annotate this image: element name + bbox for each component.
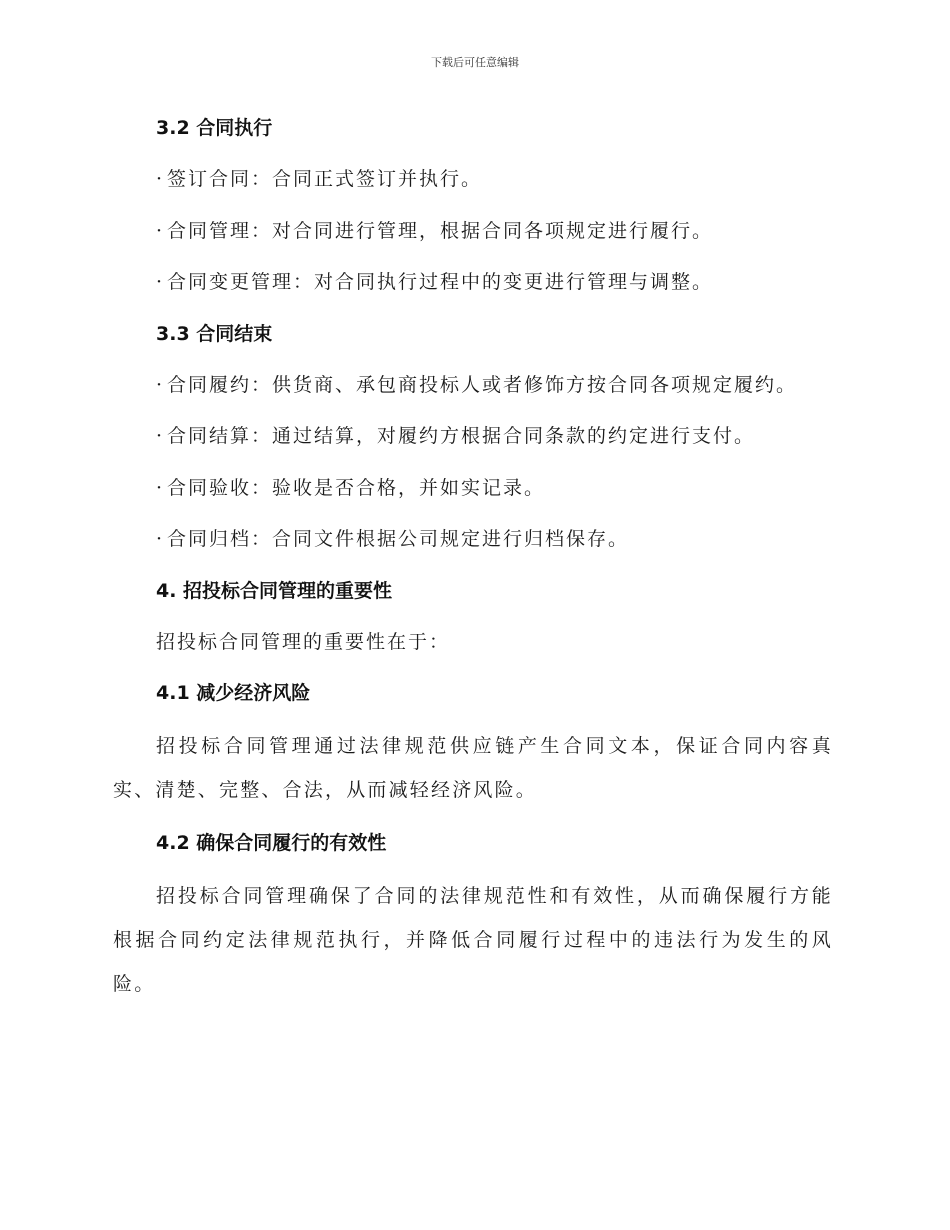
bullet-dot: ·: [156, 425, 163, 447]
list-item: [113, 468, 833, 520]
list-item: [113, 159, 833, 211]
body-paragraph: 招投标合同管理通过法律规范供应链产生合同文本，保证合同内容真实、清楚、完整、合法，从而减轻经济风险。: [113, 734, 833, 801]
section-heading-4-2: 4.2 确保合同履行的有效性: [156, 831, 387, 854]
bullet-dot: ·: [156, 271, 163, 293]
list-item-text: 合同归档：合同文件根据公司规定进行归档保存。: [167, 528, 630, 550]
bullet-dot: ·: [156, 219, 163, 242]
section-heading-4-1: 4.1 减少经济风险: [156, 681, 311, 704]
list-item-text: 合同变更管理：对合同执行过程中的变更进行管理与调整。: [167, 271, 714, 293]
section-heading-3-2: 3.2 合同执行: [156, 117, 273, 139]
document-body: [113, 108, 833, 1017]
section-heading-4: 4. 招投标合同管理的重要性: [156, 579, 393, 602]
bullet-dot: ·: [156, 373, 163, 396]
list-item-text: 合同验收：验收是否合格，并如实记录。: [167, 476, 546, 499]
list-item: [113, 416, 833, 468]
bullet-dot: ·: [156, 528, 163, 550]
bullet-dot: ·: [156, 476, 163, 499]
list-item: [113, 519, 833, 571]
header-note: 下载后可任意编辑: [431, 56, 519, 69]
list-item-text: 合同结算：通过结算，对履约方根据合同条款的约定进行支付。: [167, 425, 756, 447]
bullet-dot: ·: [156, 168, 163, 190]
body-paragraph: 招投标合同管理确保了合同的法律规范性和有效性，从而确保履行方能根据合同约定法律规范执行，并降低合同履行过程中的违法行为发生的风险。: [113, 884, 833, 995]
section-intro: 招投标合同管理的重要性在于：: [156, 630, 451, 653]
list-item-text: 合同管理：对合同进行管理，根据合同各项规定进行履行。: [167, 219, 714, 242]
list-item-text: 合同履约：供货商、承包商投标人或者修饰方按合同各项规定履约。: [167, 373, 798, 396]
list-item-text: 签订合同：合同正式签订并执行。: [167, 168, 483, 190]
list-item: [113, 262, 833, 314]
list-item: [113, 211, 833, 263]
section-heading-3-3: 3.3 合同结束: [156, 322, 273, 345]
list-item: [113, 365, 833, 417]
